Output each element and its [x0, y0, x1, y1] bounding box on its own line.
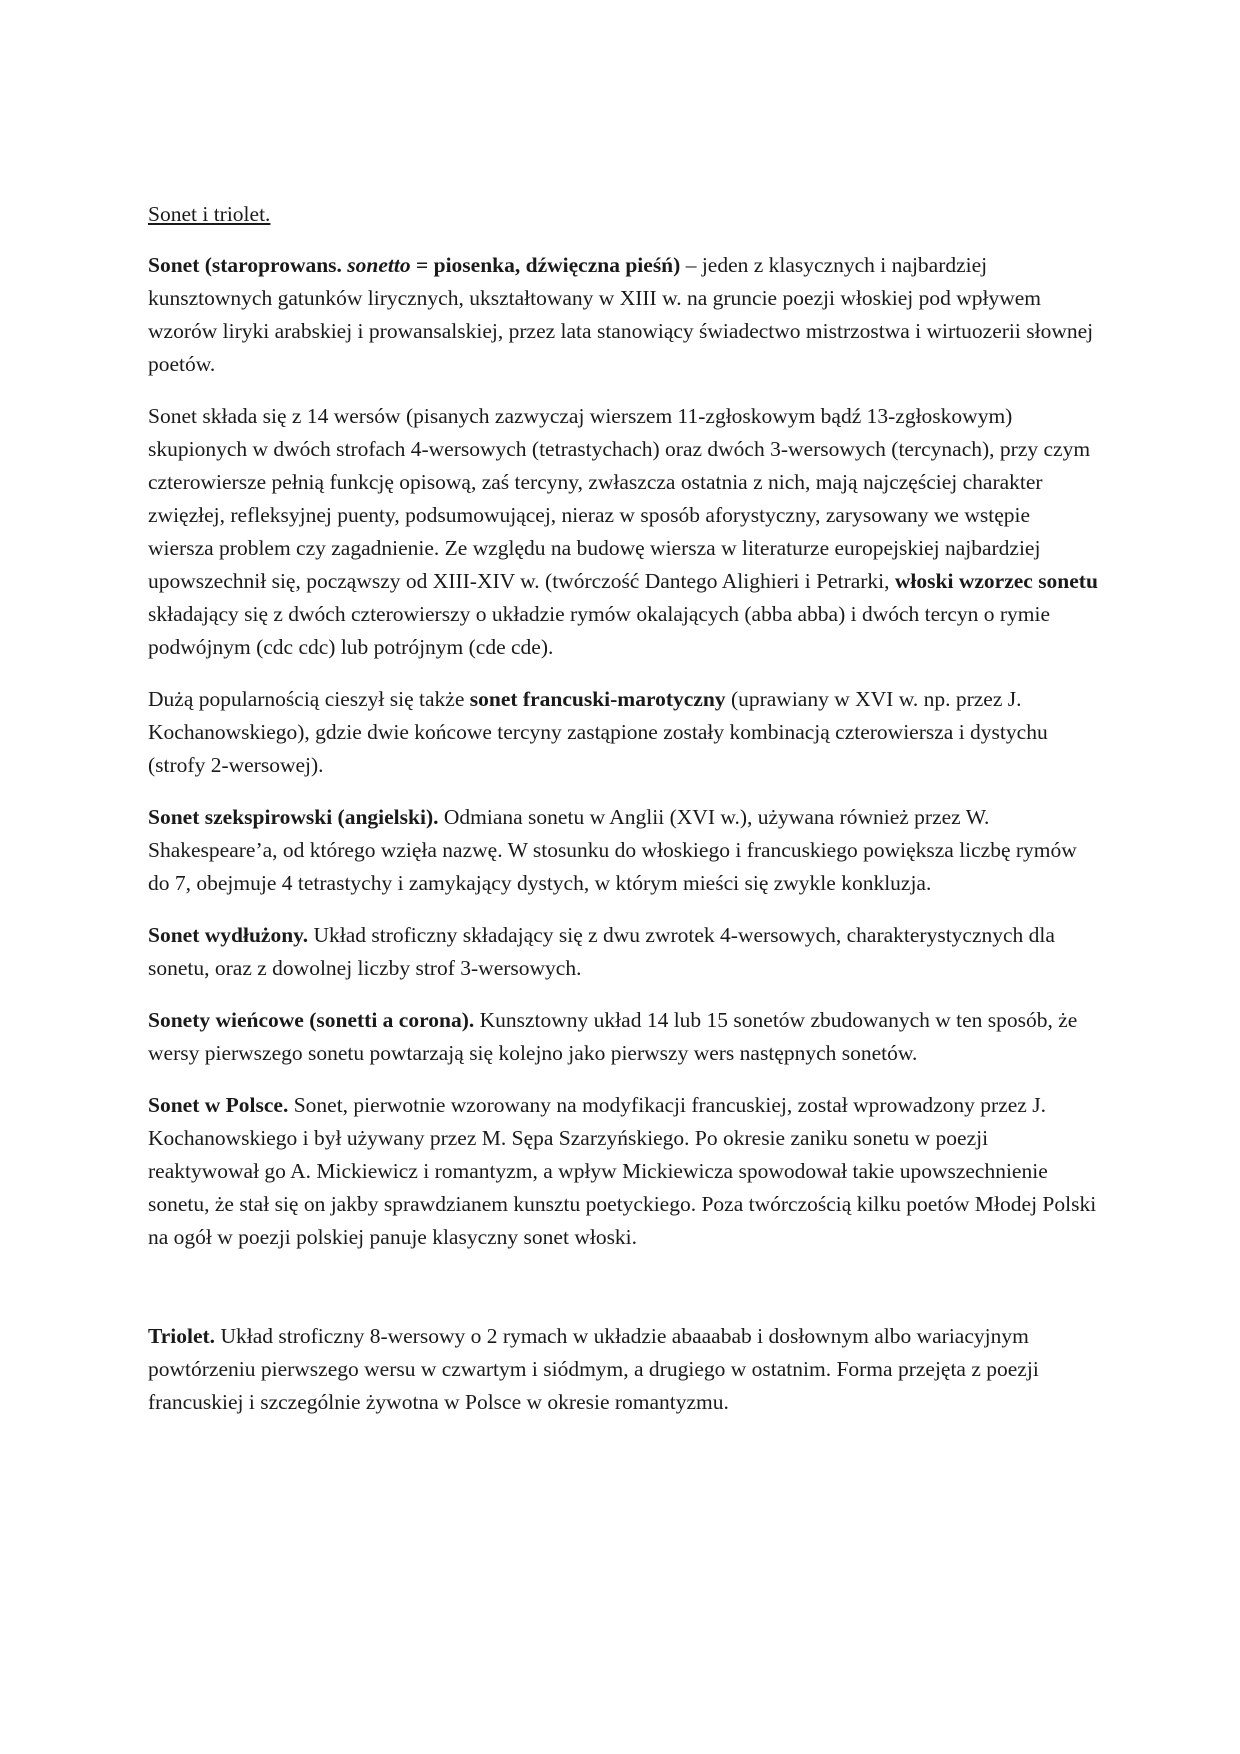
term-shakespearean-sonnet: Sonet szekspirowski (angielski). — [148, 805, 439, 829]
term-french-sonnet: sonet francuski-marotyczny — [469, 687, 726, 711]
term-triolet: Triolet. — [148, 1324, 216, 1348]
paragraph-text: Układ stroficzny 8-wersowy o 2 rymach w układzie abaaabab i dosłownym albo wariacyjnym powtórzeniu pierwszego wersu w czwartym i siódmym, a drugiego w ostatnim. Forma przejęta z poezji francuskiej i szczególnie żywotna w Polsce w okresie romantyzmu. — [148, 1324, 1039, 1414]
paragraph-text: Kunsztowny układ 14 lub 15 sonetów zbudowanych w ten sposób, że wersy pierwszego sonetu powtarzają się kolejno jako pierwszy wers następnych sonetów. — [148, 1008, 1078, 1065]
paragraph-french-sonnet — [148, 683, 1098, 782]
paragraph-text: Sonet, pierwotnie wzorowany na modyfikacji francuskiej, został wprowadzony przez J. Kochanowskiego i był używany przez M. Sępa Szarzyńskiego. Po okresie zaniku sonetu w poezji reaktywował go A. Mickiewicz i romantyzm, a wpływ Mickiewicza spowodował takie upowszechnienie sonetu, że stał się on jakby sprawdzianem kunsztu poetyckiego. Poza twórczością kilku poetów Młodej Polski na ogół w poezji polskiej panuje klasyczny sonet włoski. — [148, 1093, 1097, 1249]
paragraph-crown-sonnets — [148, 1004, 1098, 1070]
paragraph-text: Układ stroficzny składający się z dwu zwrotek 4-wersowych, charakterystycznych dla sonetu, oraz z dowolnej liczby strof 3-wersowych. — [148, 923, 1055, 980]
blank-line — [148, 1273, 1098, 1320]
term-sonetto: sonetto — [347, 253, 411, 277]
paragraph-text: (uprawiany w XVI w. np. przez J. Kochanowskiego), gdzie dwie końcowe tercyny zastąpione zostały kombinacją czterowiersza i dystychu (strofy 2-wersowej). — [148, 687, 1048, 777]
paragraph-text: składający się z dwóch czterowierszy o układzie rymów okalających (abba abba) i dwóch tercyn o rymie podwójnym (cdc cdc) lub potrójnym (cde cde). — [148, 602, 1051, 659]
paragraph-extended-sonnet — [148, 919, 1098, 985]
document-page — [148, 198, 1098, 1438]
paragraph-text: – jeden z klasycznych i najbardziej kunsztownych gatunków lirycznych, ukształtowany w XIII w. na gruncie poezji włoskiej pod wpływem wzorów liryki arabskiej i prowansalskiej, przez lata stanowiący świadectwo mistrzostwa i wirtuozerii słownej poetów. — [148, 253, 1094, 376]
term-crown-sonnets: Sonety wieńcowe (sonetti a corona). — [148, 1008, 475, 1032]
paragraph-sonnet-in-poland — [148, 1089, 1098, 1254]
paragraph-text: Dużą popularnością cieszył się także — [148, 687, 470, 711]
document-title: Sonet i triolet. — [148, 202, 271, 226]
term-sonnet-in-poland: Sonet w Polsce. — [148, 1093, 289, 1117]
paragraph-triolet — [148, 1320, 1098, 1419]
term-extended-sonnet: Sonet wydłużony. — [148, 923, 309, 947]
term-italian-sonnet: włoski wzorzec sonetu — [894, 569, 1098, 593]
term-sonet: Sonet (staroprowans. — [148, 253, 348, 277]
term-sonet-meaning: = piosenka, dźwięczna pieśń) — [410, 253, 681, 277]
paragraph-sonet-structure — [148, 400, 1098, 664]
paragraph-sonet-definition — [148, 249, 1098, 381]
paragraph-text: Odmiana sonetu w Anglii (XVI w.), używana również przez W. Shakespeare’a, od którego wzięła nazwę. W stosunku do włoskiego i francuskiego powiększa liczbę rymów do 7, obejmuje 4 tetrastychy i zamykający dystych, w którym mieści się zwykle konkluzja. — [148, 805, 1077, 895]
paragraph-text: Sonet składa się z 14 wersów (pisanych zazwyczaj wierszem 11-zgłoskowym bądź 13-zgłoskowym) skupionych w dwóch strofach 4-wersowych (tetrastychach) oraz dwóch 3-wersowych (tercynach), przy czym czterowiersze pełnią funkcję opisową, zaś tercyny, zwłaszcza ostatnia z nich, mają najczęściej charakter zwięzłej, refleksyjnej puenty, podsumowującej, nieraz w sposób aforystyczny, zarysowany we wstępie wiersza problem czy zagadnienie. Ze względu na budowę wiersza w literaturze europejskiej najbardziej upowszechnił się, począwszy od XIII-XIV w. (twórczość Dantego Alighieri i Petrarki, — [148, 404, 1091, 593]
paragraph-shakespearean-sonnet — [148, 801, 1098, 900]
